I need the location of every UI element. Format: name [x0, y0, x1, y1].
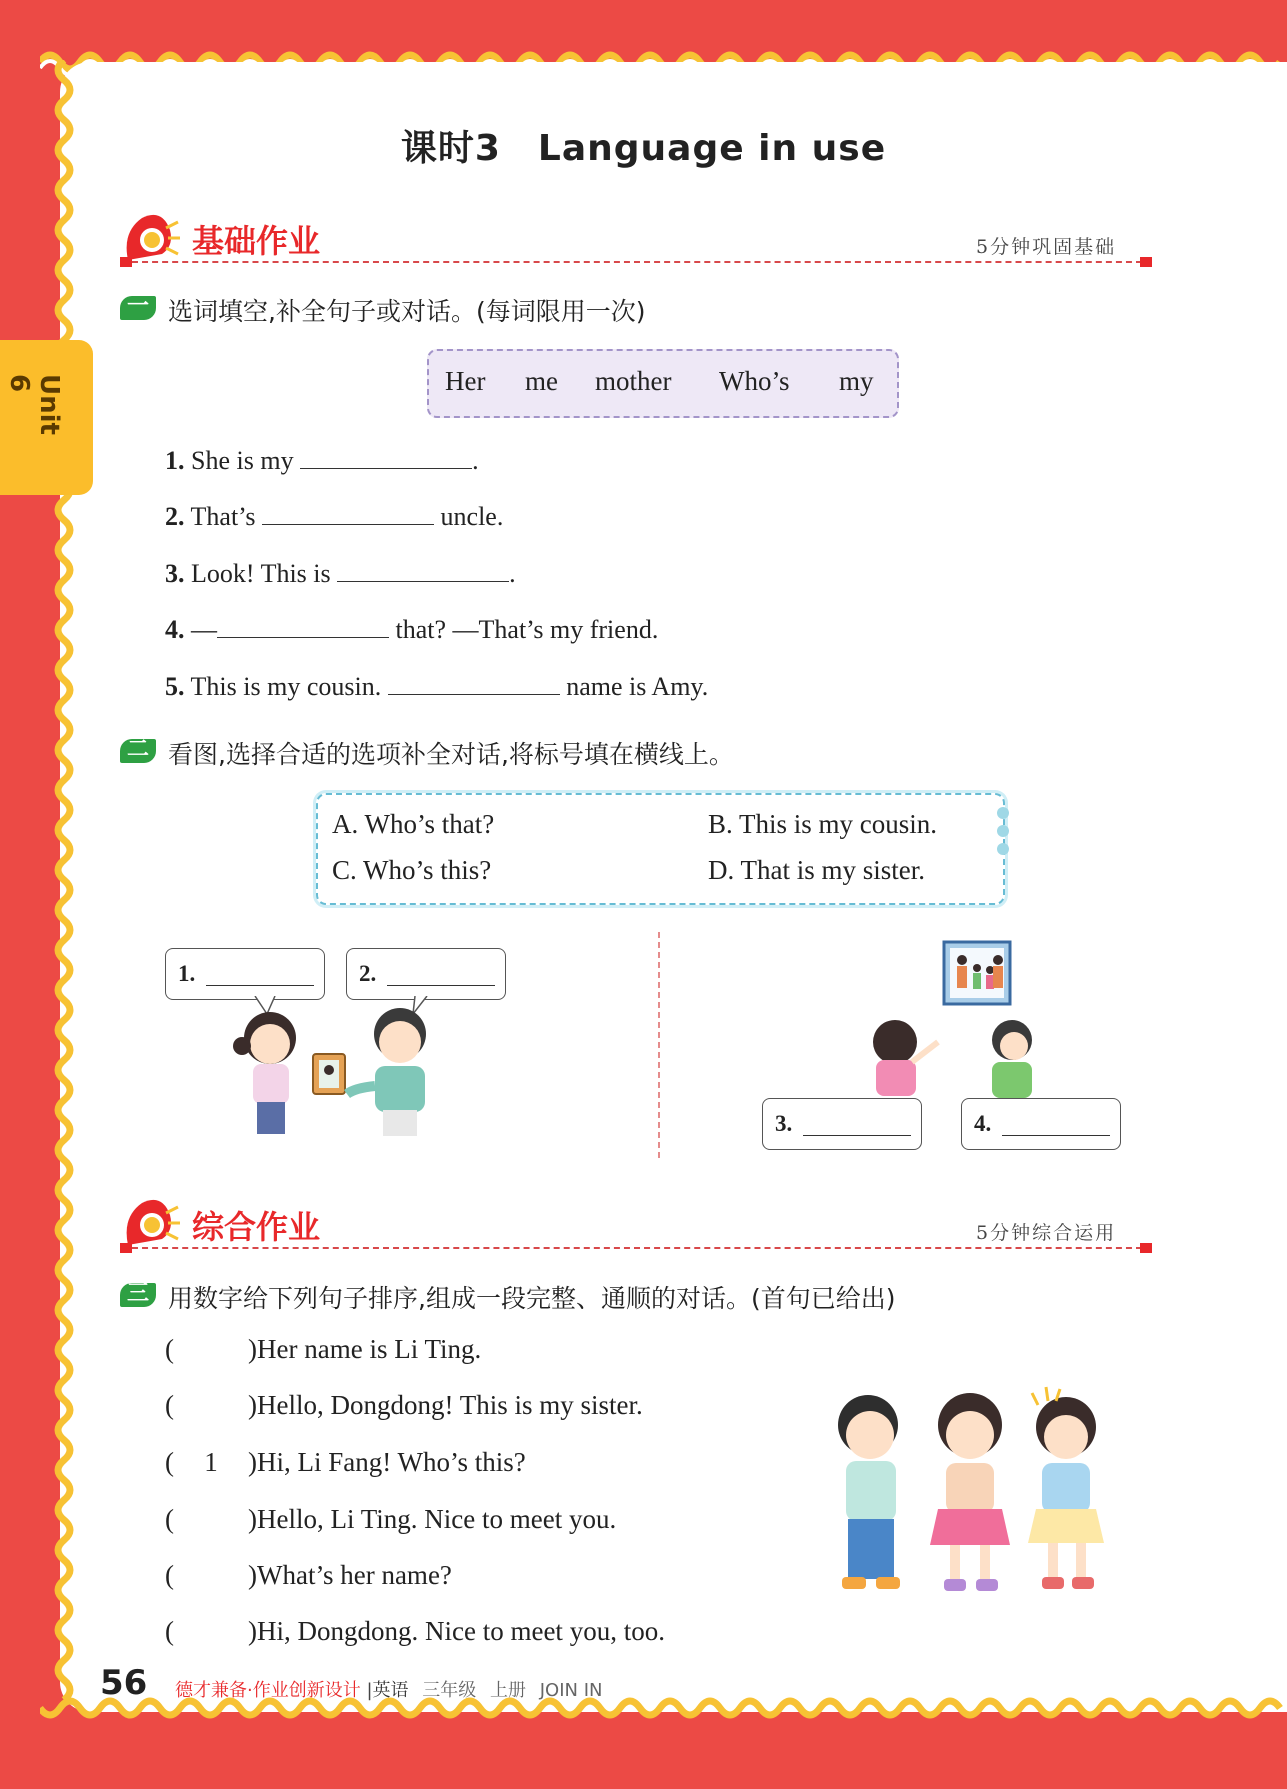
question-2-instruction: 看图,选择合适的选项补全对话,将标号填在横线上。 [168, 740, 734, 769]
footer-subject: 英语 [372, 1680, 409, 1701]
section-divider-comprehensive [132, 1247, 1142, 1249]
question-badge-1: 一 [120, 296, 156, 320]
item-number: 3. [165, 559, 185, 588]
item-number: 4. [165, 615, 185, 644]
section-time-basic: 5分钟巩固基础 [976, 236, 1117, 258]
answer-blank[interactable] [217, 611, 389, 638]
speech-bubble-4 [961, 1098, 1121, 1150]
word-option: Her [445, 366, 486, 396]
item-text: She is my [191, 446, 294, 475]
item-text: that? —That’s my friend. [395, 615, 659, 644]
order-sentence: Her name is Li Ting. [257, 1334, 482, 1364]
page-number: 56 [100, 1663, 148, 1703]
bubble-number: 1. [178, 961, 196, 986]
order-item-4: ( )Hello, Li Ting. Nice to meet you. [165, 1504, 617, 1534]
item-number: 2. [165, 502, 185, 531]
section-line-marker [120, 257, 132, 267]
fill-item-2 [165, 498, 503, 532]
answer-blank[interactable] [262, 498, 434, 525]
word-bank [427, 349, 899, 418]
item-text: name is Amy. [566, 672, 709, 701]
order-sentence: What’s her name? [257, 1560, 452, 1590]
item-text: . [509, 559, 516, 588]
answer-blank[interactable] [206, 959, 314, 986]
answer-blank[interactable] [803, 1109, 911, 1136]
children-photo-illustration [215, 996, 455, 1140]
option-c: C. Who’s this? [332, 855, 492, 885]
section-divider-basic [132, 261, 1142, 263]
unit-tab-label: Unit 6 [4, 374, 64, 435]
footer-separator: | [366, 1680, 373, 1701]
section-line-marker [120, 1243, 132, 1253]
answer-blank[interactable] [387, 959, 495, 986]
word-option: Who’s [719, 366, 790, 396]
item-text: This is my cousin. [190, 672, 382, 701]
decorative-wave-border-left [46, 60, 76, 1710]
answer-blank[interactable] [337, 555, 509, 582]
section-line-marker [1140, 257, 1152, 267]
footer-series: 德才兼备·作业创新设计 [175, 1680, 361, 1701]
option-b: B. This is my cousin. [708, 809, 938, 839]
three-children-illustration [820, 1385, 1120, 1605]
footer-grade: 三年级 [422, 1680, 477, 1701]
item-number: 5. [165, 672, 185, 701]
word-option: my [839, 366, 874, 396]
item-number: 1. [165, 446, 185, 475]
footer-info [175, 1676, 603, 1702]
order-item-5: ( )What’s her name? [165, 1560, 452, 1590]
order-sentence: Hi, Dongdong. Nice to meet you, too. [257, 1616, 665, 1646]
section-title-comprehensive: 综合作业 [192, 1208, 321, 1246]
fill-item-5 [165, 668, 708, 702]
order-item-3: ( 1 )Hi, Li Fang! Who’s this? [165, 1447, 526, 1477]
question-badge-3: 三 [120, 1283, 156, 1307]
item-text: Look! This is [191, 559, 331, 588]
item-text: — [191, 615, 217, 644]
question-3-instruction: 用数字给下列句子排序,组成一段完整、通顺的对话。(首句已给出) [168, 1284, 896, 1313]
question-1-instruction: 选词填空,补全句子或对话。(每词限用一次) [168, 297, 646, 326]
speech-bubble-2 [346, 948, 506, 1000]
fill-item-3 [165, 555, 516, 589]
order-item-6: ( )Hi, Dongdong. Nice to meet you, too. [165, 1616, 665, 1646]
section-line-marker [1140, 1243, 1152, 1253]
order-sentence: Hello, Li Ting. Nice to meet you. [257, 1504, 617, 1534]
fill-item-4 [165, 611, 658, 645]
answer-blank[interactable] [388, 668, 560, 695]
footer-edition: JOIN IN [539, 1680, 603, 1701]
option-d: D. That is my sister. [708, 855, 926, 885]
order-sentence: Hi, Li Fang! Who’s this? [257, 1447, 526, 1477]
option-a: A. Who’s that? [332, 809, 495, 839]
speech-bubble-1 [165, 948, 325, 1000]
picture-divider [658, 932, 660, 1158]
order-answer[interactable]: 1 [204, 1447, 218, 1477]
bubble-number: 4. [974, 1111, 992, 1136]
word-option: me [525, 366, 558, 396]
bubble-number: 2. [359, 961, 377, 986]
order-item-1: ( )Her name is Li Ting. [165, 1334, 482, 1364]
fill-item-1 [165, 442, 479, 476]
word-option: mother [595, 366, 672, 396]
item-text: uncle. [440, 502, 504, 531]
bubble-number: 3. [775, 1111, 793, 1136]
question-badge-2: 二 [120, 739, 156, 763]
page-title: 课时3 Language in use [400, 128, 887, 169]
speech-bubble-3 [762, 1098, 922, 1150]
section-time-comprehensive: 5分钟综合运用 [976, 1222, 1117, 1244]
order-sentence: Hello, Dongdong! This is my sister. [257, 1390, 643, 1420]
section-title-basic: 基础作业 [192, 222, 321, 260]
item-text: . [472, 446, 479, 475]
answer-blank[interactable] [300, 442, 472, 469]
family-photo-illustration [800, 938, 1100, 1098]
order-item-2: ( )Hello, Dongdong! This is my sister. [165, 1390, 643, 1420]
unit-tab [0, 340, 93, 495]
options-box [316, 793, 1005, 905]
item-text: That’s [190, 502, 256, 531]
footer-term: 上册 [490, 1680, 527, 1701]
answer-blank[interactable] [1002, 1109, 1110, 1136]
